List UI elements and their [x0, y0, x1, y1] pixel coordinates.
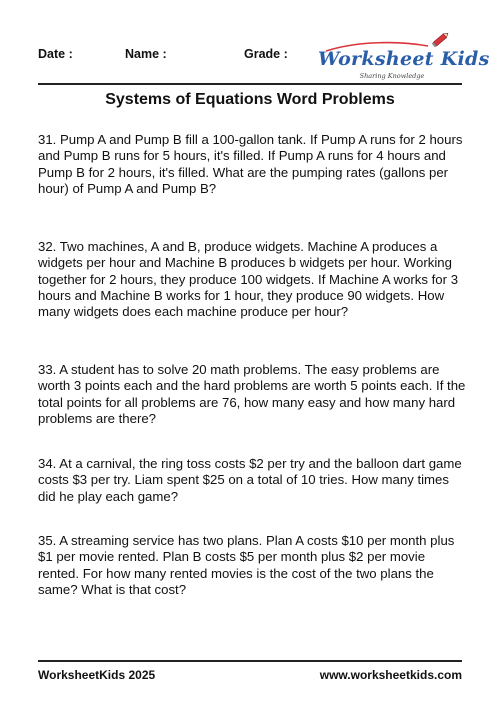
problem-35: 35. A streaming service has two plans. Plan A costs $10 per month plus $1 per movie rented. Plan B costs $5 per month plus $2 per movie rented. For how many rented movies is the cost of the two plans the same? What is that cost?: [38, 533, 455, 597]
header-divider: [38, 83, 462, 85]
name-label: Name :: [125, 47, 167, 61]
worksheet-kids-logo: [318, 28, 490, 84]
problem-34: 34. At a carnival, the ring toss costs $2 per try and the balloon dart game costs $3 per try. Liam spent $25 on a total of 10 tries. How many times did he play each game?: [38, 456, 462, 504]
problem-32: 32. Two machines, A and B, produce widgets. Machine A produces a widgets per hour and Machine B produces b widgets per hour. Working together for 2 hours, they produce 100 widgets. If Machine A works for 3 hours and Machine B works for 1 hour, they produce 90 widgets. How many widgets does each machine produce per hour?: [38, 239, 459, 320]
logo-tagline: Sharing Knowledge: [359, 72, 425, 80]
logo-text: Worksheet Kids: [318, 48, 490, 70]
date-label: Date :: [38, 47, 73, 61]
footer-website: www.worksheetkids.com: [319, 668, 462, 682]
pencil-icon: [430, 28, 452, 50]
footer-divider: [38, 660, 462, 662]
grade-label: Grade :: [244, 47, 288, 61]
problem-31: 31. Pump A and Pump B fill a 100-gallon tank. If Pump A runs for 2 hours and Pump B runs for 5 hours, it's filled. If Pump A runs for 4 hours and Pump B for 2 hours, it's filled. What are the pumping rates (gallons per hour) of Pump A and Pump B?: [38, 132, 463, 196]
page-title: Systems of Equations Word Problems: [105, 91, 395, 108]
footer-copyright: WorksheetKids 2025: [38, 668, 156, 682]
problem-33: 33. A student has to solve 20 math problems. The easy problems are worth 3 points each and the hard problems are worth 5 points each. If the total points for all problems are 76, how many easy and how many hard problems are there?: [38, 362, 466, 426]
